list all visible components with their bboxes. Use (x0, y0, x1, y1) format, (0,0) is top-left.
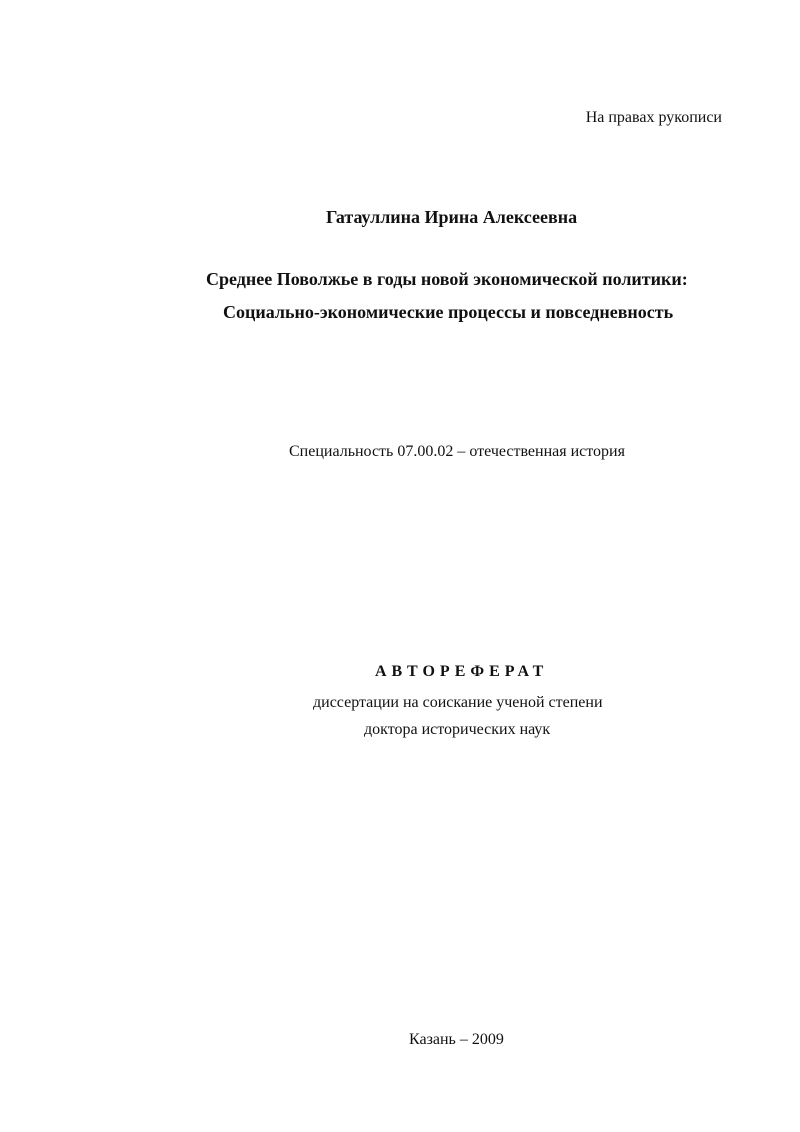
title-line-1: Среднее Поволжье в годы новой экономической политики: (206, 269, 688, 289)
degree-description-line-1: диссертации на соискание ученой степени (313, 694, 603, 711)
author-name: Гатауллина Ирина Алексеевна (326, 207, 578, 227)
rights-note: На правах рукописи (585, 109, 722, 126)
specialty-text: Специальность 07.00.02 – отечественная история (289, 443, 625, 460)
place-year: Казань – 2009 (409, 1031, 504, 1048)
degree-description-line-2: доктора исторических наук (364, 721, 551, 738)
document-type-label: АВТОРЕФЕРАТ (375, 663, 549, 680)
title-line-2: Социально-экономические процессы и повседневность (223, 302, 674, 322)
